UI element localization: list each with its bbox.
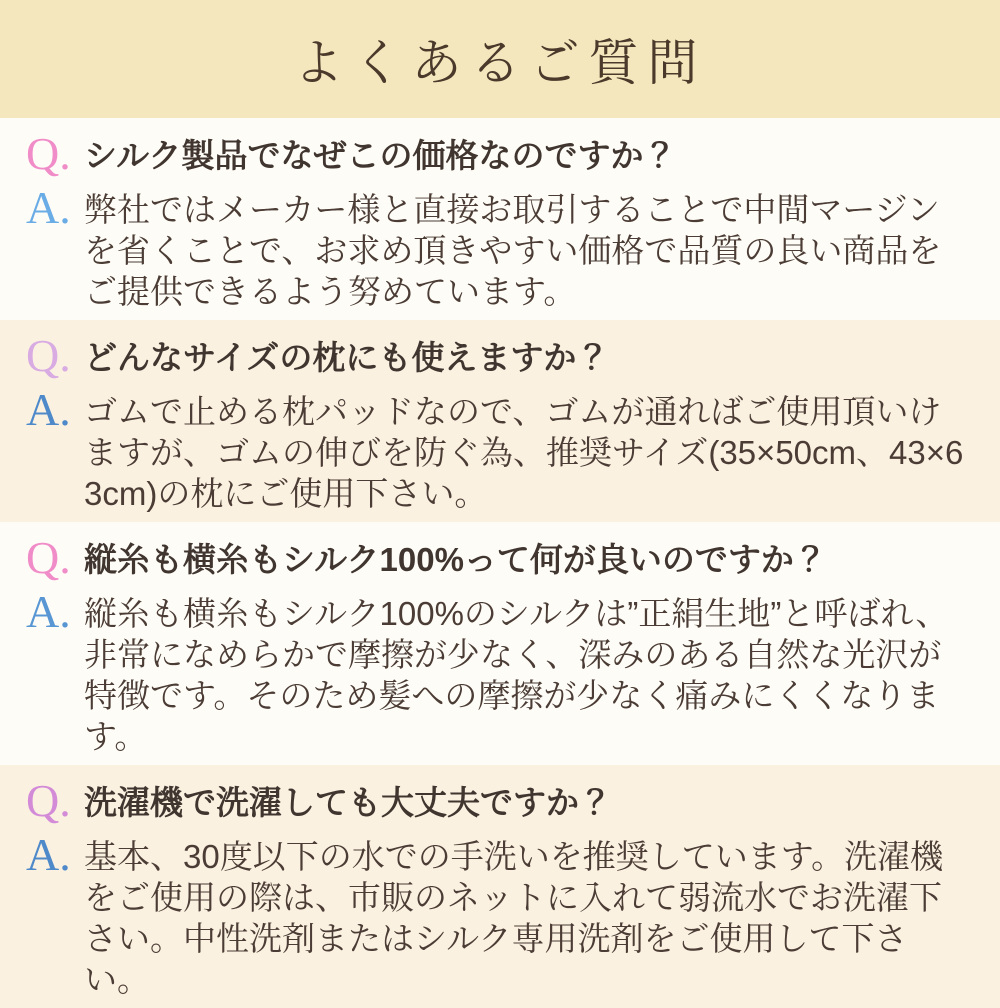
faq-list xyxy=(0,118,1000,1008)
answer-row xyxy=(26,831,972,1000)
question-marker: Q. xyxy=(26,532,71,583)
question-row xyxy=(26,332,972,380)
faq-item xyxy=(0,522,1000,765)
question-text: どんなサイズの枕にも使えますか？ xyxy=(84,339,610,376)
faq-item xyxy=(0,765,1000,1008)
answer-marker: A. xyxy=(26,586,71,637)
question-row xyxy=(26,777,972,825)
faq-header xyxy=(0,0,1000,118)
answer-text: 縦糸も横糸もシルク100%のシルクは”正絹生地”と呼ばれ、非常になめらかで摩擦が少なく、深みのある自然な光沢が特徴です。そのため髪への摩擦が少なく痛みにくくなります。 xyxy=(84,595,949,755)
answer-text: 弊社ではメーカー様と直接お取引することで中間マージンを省くことで、お求め頂きやすい価格で品質の良い商品をご提供できるよう努めています。 xyxy=(84,191,942,310)
question-text: 縦糸も横糸もシルク100%って何が良いのですか？ xyxy=(84,541,827,578)
answer-marker: A. xyxy=(26,182,71,233)
answer-row xyxy=(26,184,972,312)
answer-marker: A. xyxy=(26,384,71,435)
answer-text: ゴムで止める枕パッドなので、ゴムが通ればご使用頂いけますが、ゴムの伸びを防ぐ為、推奨サイズ(35×50cm、43×63cm)の枕にご使用下さい。 xyxy=(84,393,964,512)
question-marker: Q. xyxy=(26,330,71,381)
question-text: 洗濯機で洗濯しても大丈夫ですか？ xyxy=(84,784,612,821)
page-title: よくあるご質問 xyxy=(293,35,707,91)
answer-row xyxy=(26,588,972,757)
question-marker: Q. xyxy=(26,775,71,826)
question-row xyxy=(26,130,972,178)
answer-text: 基本、30度以下の水での手洗いを推奨しています。洗濯機をご使用の際は、市販のネットに入れて弱流水でお洗濯下さい。中性洗剤またはシルク専用洗剤をご使用して下さい。 xyxy=(84,838,944,998)
question-row xyxy=(26,534,972,582)
question-text: シルク製品でなぜこの価格なのですか？ xyxy=(84,137,677,174)
faq-item xyxy=(0,118,1000,320)
answer-marker: A. xyxy=(26,829,71,880)
faq-item xyxy=(0,320,1000,522)
answer-row xyxy=(26,386,972,514)
question-marker: Q. xyxy=(26,128,71,179)
